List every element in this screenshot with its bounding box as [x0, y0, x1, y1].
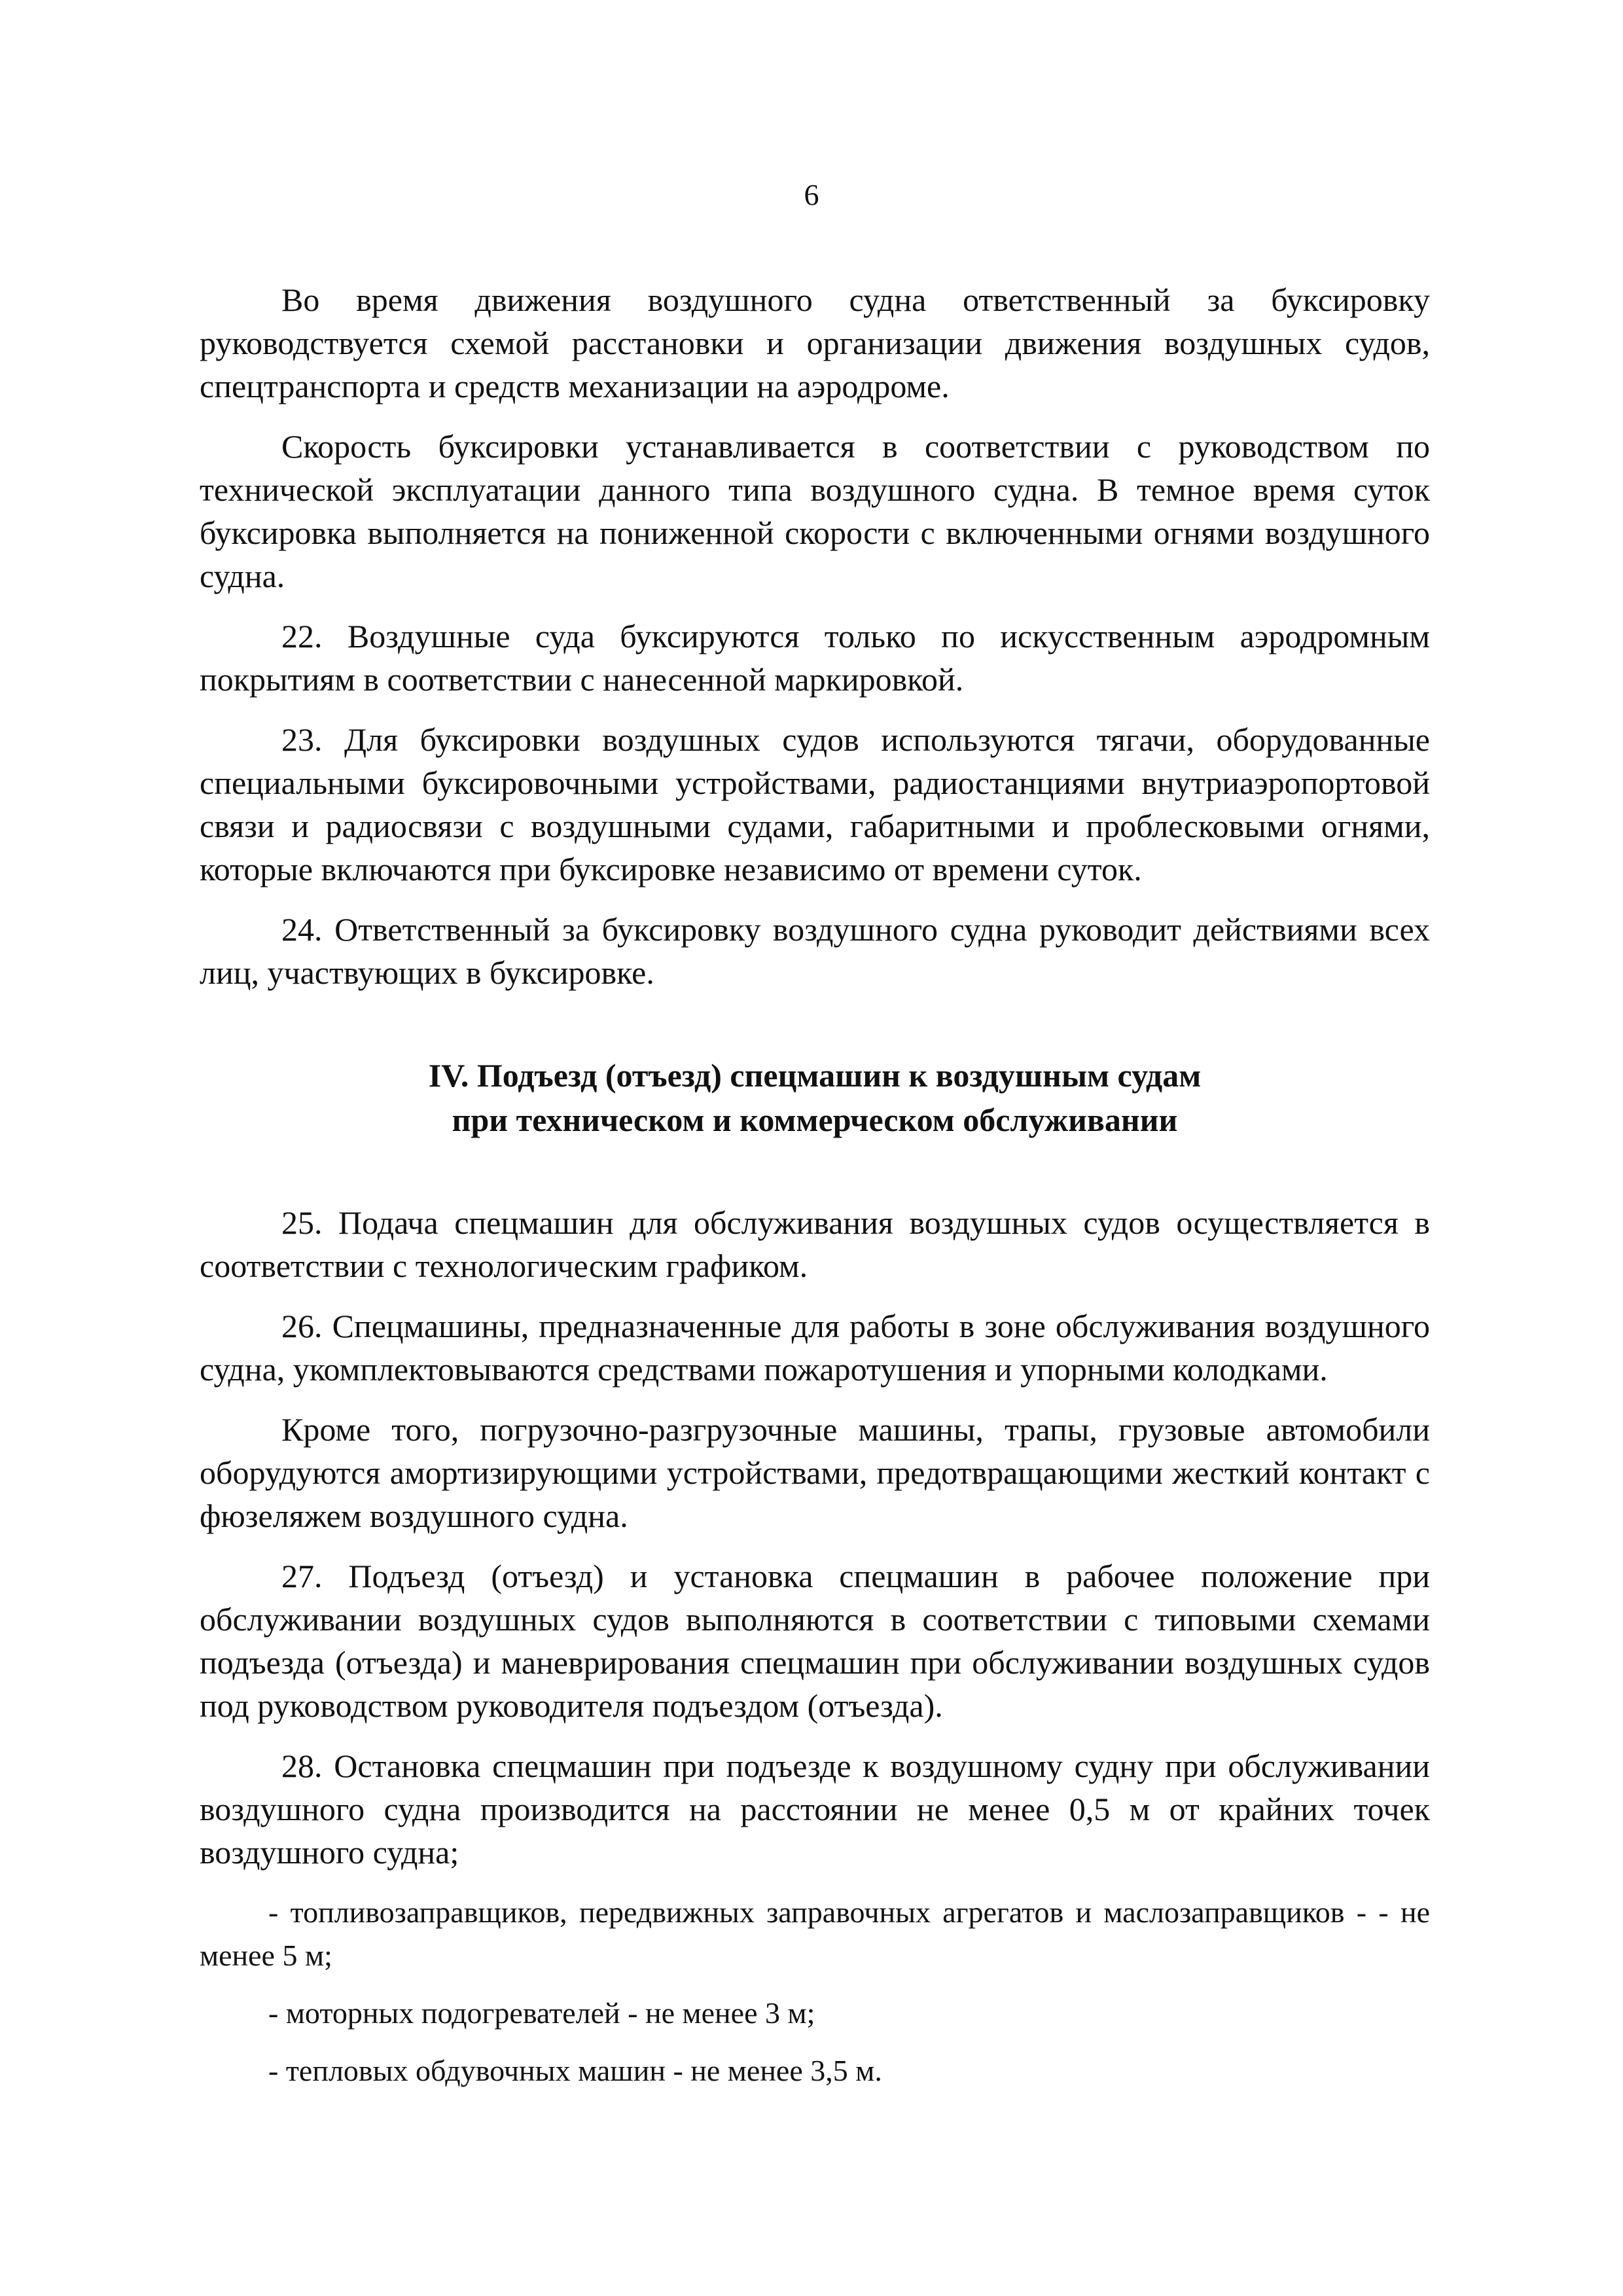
- list-item: - моторных подогревателей - не менее 3 м;: [268, 1996, 815, 2030]
- paragraph: 26. Спецмашины, предназначенные для работы в зоне обслуживания воздушного судна, укомплектовываются средствами пожаротушения и упорными колодками.: [200, 1308, 1430, 1388]
- page-number: 6: [804, 178, 819, 211]
- list-item: - топливозаправщиков, передвижных заправочных агрегатов и маслозаправщиков - - не менее 5 м;: [200, 1895, 1430, 1972]
- section-heading-line: при техническом и коммерческом обслуживании: [452, 1102, 1178, 1138]
- paragraph: 24. Ответственный за буксировку воздушного судна руководит действиями всех лиц, участвующих в буксировке.: [200, 911, 1430, 991]
- paragraph: Во время движения воздушного судна ответственный за буксировку руководствуется схемой расстановки и организации движения воздушных судов, спецтранспорта и средств механизации на аэродроме.: [200, 281, 1430, 404]
- paragraph: 25. Подача спецмашин для обслуживания воздушных судов осуществляется в соответствии с технологическим графиком.: [200, 1204, 1430, 1284]
- paragraph: 28. Остановка спецмашин при подъезде к воздушному судну при обслуживании воздушного судна производится на расстоянии не менее 0,5 м от крайних точек воздушного судна;: [200, 1748, 1430, 1871]
- paragraph: Кроме того, погрузочно-разгрузочные машины, трапы, грузовые автомобили оборудуются амортизирующими устройствами, предотвращающими жесткий контакт с фюзеляжем воздушного судна.: [200, 1411, 1430, 1534]
- section-heading: [200, 1053, 1430, 1142]
- section-heading-line: IV. Подъезд (отъезд) спецмашин к воздушным судам: [428, 1057, 1202, 1094]
- paragraph: 23. Для буксировки воздушных судов используются тягачи, оборудованные специальными буксировочными устройствами, радиостанциями внутриаэропортовой связи и радиосвязи с воздушными судами, габаритными и проблесковыми огнями, которые включаются при буксировке независимо от времени суток.: [200, 721, 1430, 888]
- paragraph: Скорость буксировки устанавливается в соответствии с руководством по технической эксплуатации данного типа воздушного судна. В темное время суток буксировка выполняется на пониженной скорости с включенными огнями воздушного судна.: [200, 428, 1430, 594]
- paragraph: 27. Подъезд (отъезд) и установка спецмашин в рабочее положение при обслуживании воздушных судов выполняются в соответствии с типовыми схемами подъезда (отъезда) и маневрирования спецмашин при обслуживании воздушных судов под руководством руководителя подъездом (отъезда).: [200, 1558, 1430, 1724]
- paragraph: 22. Воздушные суда буксируются только по искусственным аэродромным покрытиям в соответствии с нанесенной маркировкой.: [200, 618, 1430, 698]
- list-item: - тепловых обдувочных машин - не менее 3,5 м.: [268, 2054, 882, 2087]
- document-body: [200, 278, 1430, 2107]
